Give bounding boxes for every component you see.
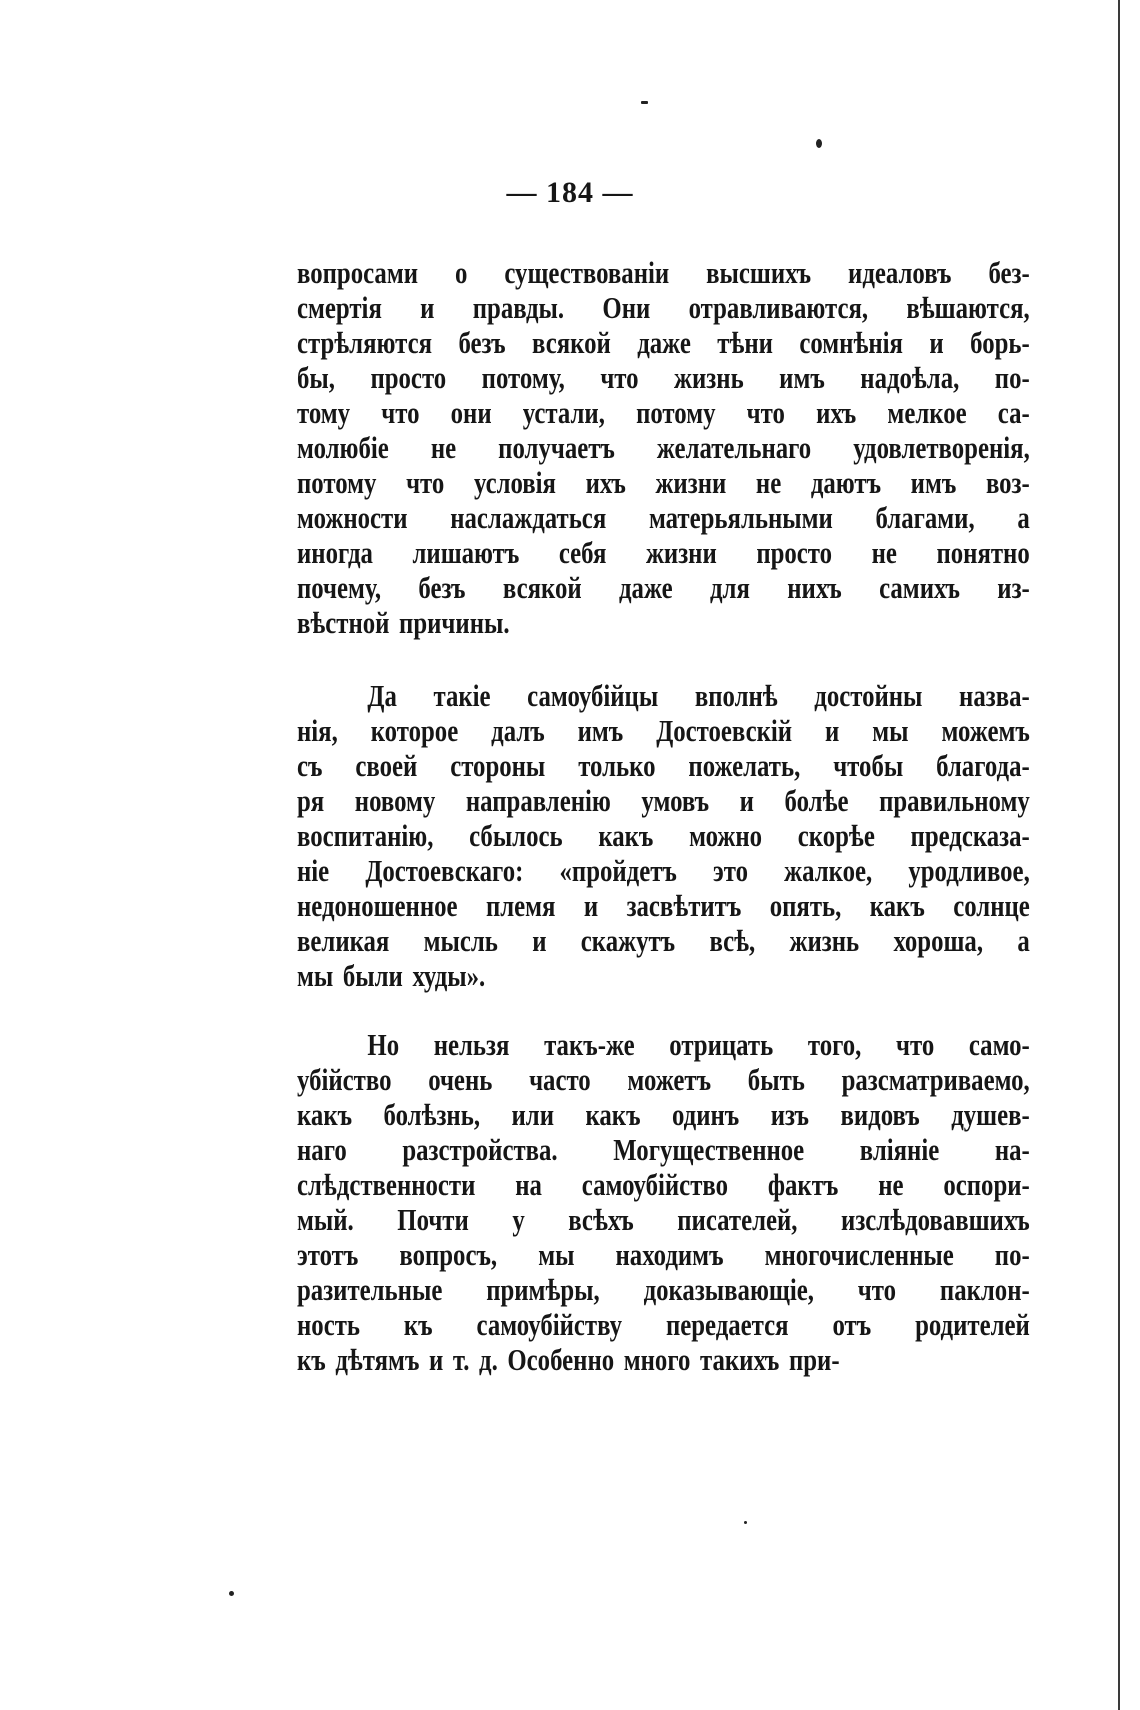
word: Особенно (507, 1342, 615, 1377)
scan-speck (744, 1521, 747, 1524)
word: всѣ, (709, 923, 756, 958)
word: даже (637, 325, 691, 360)
word: Да (367, 678, 397, 713)
word: жизни (655, 465, 727, 500)
word: самоубійству (476, 1307, 623, 1342)
word: при- (788, 1342, 840, 1377)
word: съ (297, 748, 323, 783)
word: даже (619, 570, 673, 605)
word: себя (558, 535, 607, 570)
word: наго (297, 1132, 347, 1167)
word: мы (538, 1237, 575, 1272)
word: тому (297, 395, 351, 430)
text-line (297, 678, 1030, 713)
word: Но (367, 1027, 400, 1062)
word: быть (747, 1062, 805, 1097)
word: о (454, 255, 468, 290)
word: и (420, 290, 435, 325)
word: иногда (297, 535, 373, 570)
word: паклон- (939, 1272, 1030, 1307)
word: потому (297, 465, 377, 500)
word: ихъ (585, 465, 626, 500)
word: не (430, 430, 457, 465)
word: понятно (936, 535, 1030, 570)
word: и (429, 1342, 444, 1377)
word: мы (872, 713, 909, 748)
word: убійство (297, 1062, 392, 1097)
word: можетъ (627, 1062, 712, 1097)
word: высшихъ (706, 255, 812, 290)
word: примѣры, (486, 1272, 600, 1307)
text-line (297, 888, 1030, 923)
word: можемъ (941, 713, 1030, 748)
paragraph-2 (297, 678, 1030, 993)
word: они (450, 395, 492, 430)
word: имъ (779, 360, 825, 395)
word: нія, (297, 713, 338, 748)
word: мый. (297, 1202, 354, 1237)
word: благами, (875, 500, 975, 535)
text-line (297, 255, 1030, 290)
word: всякой (532, 325, 611, 360)
word: тѣни (717, 325, 773, 360)
word: что (600, 360, 639, 395)
word: всѣхъ (568, 1202, 634, 1237)
word: великая (297, 923, 390, 958)
word: достойны (814, 678, 923, 713)
word: мысль (423, 923, 498, 958)
word: и (929, 325, 944, 360)
word: болѣе (784, 783, 849, 818)
word: надоѣла, (860, 360, 960, 395)
word: желательнаго (656, 430, 812, 465)
text-line (297, 605, 1030, 640)
word: такъ-же (544, 1027, 635, 1062)
word: ніе (297, 853, 330, 888)
scan-speck (816, 139, 822, 148)
word: жизни (645, 535, 717, 570)
word: имъ (910, 465, 957, 500)
word: даютъ (810, 465, 882, 500)
word: много (623, 1342, 691, 1377)
word: какъ (585, 1097, 641, 1132)
word: для (709, 570, 750, 605)
word: какъ (869, 888, 925, 923)
word: Достоевскаго: (365, 853, 524, 888)
word: какъ (598, 818, 654, 853)
word: солнце (953, 888, 1030, 923)
word: са- (997, 395, 1030, 430)
word: можно (689, 818, 763, 853)
text-line (297, 818, 1030, 853)
word: просто (370, 360, 447, 395)
text-line (297, 535, 1030, 570)
word: разительные (297, 1272, 443, 1307)
text-line (297, 783, 1030, 818)
word: условія (473, 465, 556, 500)
word: не (878, 1167, 904, 1202)
word: ность (297, 1307, 360, 1342)
word: одинъ (671, 1097, 740, 1132)
word: чтобы (833, 748, 904, 783)
text-line (297, 1097, 1030, 1132)
word: душев- (951, 1097, 1030, 1132)
word: болѣзнь, (383, 1097, 481, 1132)
text-line (297, 1307, 1030, 1342)
word: Достоевскій (656, 713, 793, 748)
word: а (1017, 500, 1030, 535)
text-line (297, 1202, 1030, 1237)
word: устали, (522, 395, 605, 430)
word: назва- (959, 678, 1030, 713)
word: оспори- (943, 1167, 1030, 1202)
text-line (297, 958, 1030, 993)
word: стороны (450, 748, 546, 783)
word: ря (297, 783, 325, 818)
word: что (746, 395, 785, 430)
page-edge-line (1118, 0, 1120, 1710)
word: благода- (936, 748, 1030, 783)
word: Они (602, 290, 651, 325)
word: разстройства. (402, 1132, 558, 1167)
text-line (297, 290, 1030, 325)
word: нельзя (433, 1027, 510, 1062)
text-line (297, 923, 1030, 958)
word: видовъ (840, 1097, 920, 1132)
word: отрицать (669, 1027, 774, 1062)
word: такихъ (699, 1342, 780, 1377)
word: вѣстной (297, 605, 390, 640)
word: новому (354, 783, 436, 818)
word: «пройдетъ (559, 853, 677, 888)
word: что (406, 465, 445, 500)
word: недоношенное (297, 888, 458, 923)
text-line (297, 1027, 1030, 1062)
word: пожелать, (688, 748, 801, 783)
text-line (297, 1132, 1030, 1167)
word: всякой (502, 570, 582, 605)
word: самоубійство (581, 1167, 728, 1202)
word: очень (428, 1062, 493, 1097)
word: вліяніе (859, 1132, 940, 1167)
word: стрѣляются (297, 325, 433, 360)
word: наслаждаться (450, 500, 607, 535)
word: воз- (985, 465, 1030, 500)
word: вопросъ, (399, 1237, 498, 1272)
word: можности (297, 500, 408, 535)
word: вопросами (297, 255, 418, 290)
word: далъ (491, 713, 545, 748)
text-line (297, 748, 1030, 783)
word: фактъ (767, 1167, 839, 1202)
word: многочисленные (764, 1237, 954, 1272)
word: по- (994, 1237, 1030, 1272)
word: часто (529, 1062, 591, 1097)
word: племя (485, 888, 556, 923)
word: самоубійцы (527, 678, 659, 713)
word: только (578, 748, 656, 783)
word: что (895, 1027, 935, 1062)
scan-speck (229, 1591, 234, 1596)
word: и (532, 923, 547, 958)
word: у (512, 1202, 525, 1237)
word: скажутъ (580, 923, 676, 958)
word: родителей (915, 1307, 1030, 1342)
word: смертія (297, 290, 382, 325)
text-line (297, 395, 1030, 430)
word: что (381, 395, 420, 430)
word: без- (988, 255, 1030, 290)
word: не (755, 465, 782, 500)
word: правды. (472, 290, 565, 325)
word: имъ (577, 713, 624, 748)
word: худы». (412, 958, 486, 993)
page-number: — 184 — (506, 176, 634, 209)
word: къ (403, 1307, 433, 1342)
word: самихъ (879, 570, 960, 605)
word: своей (355, 748, 418, 783)
word: или (511, 1097, 554, 1132)
text-line (297, 430, 1030, 465)
word: слѣдственности (297, 1167, 476, 1202)
word: по- (994, 360, 1030, 395)
word: къ (297, 1342, 326, 1377)
word: само- (968, 1027, 1030, 1062)
word: существованіи (504, 255, 670, 290)
word: матерьяльными (648, 500, 833, 535)
text-line (297, 500, 1030, 535)
word: отъ (832, 1307, 872, 1342)
word: нихъ (787, 570, 842, 605)
word: воспитанію, (297, 818, 434, 853)
word: т. (452, 1342, 470, 1377)
text-line (297, 360, 1030, 395)
word: жизнь (674, 360, 744, 395)
word: опять, (769, 888, 842, 923)
text-line (297, 1062, 1030, 1097)
paragraph-3 (297, 1027, 1030, 1377)
text-line (297, 1272, 1030, 1307)
text-line (297, 1167, 1030, 1202)
word: безъ (418, 570, 466, 605)
word: вполнѣ (694, 678, 778, 713)
text-line (297, 570, 1030, 605)
word: отравливаются, (688, 290, 869, 325)
word: передается (665, 1307, 789, 1342)
word: были (342, 958, 403, 993)
word: и (825, 713, 840, 748)
word: какъ (297, 1097, 353, 1132)
word: которое (370, 713, 459, 748)
word: изъ (770, 1097, 810, 1132)
word: идеаловъ (848, 255, 952, 290)
word: правильному (879, 783, 1030, 818)
word: на (515, 1167, 542, 1202)
word: уродливое, (908, 853, 1030, 888)
word: потому (636, 395, 716, 430)
text-line (297, 465, 1030, 500)
text-line (297, 325, 1030, 360)
text-line (297, 1237, 1030, 1272)
word: не (871, 535, 897, 570)
word: из- (997, 570, 1030, 605)
word: писателей, (677, 1202, 798, 1237)
word: этотъ (297, 1237, 359, 1272)
word: получаетъ (498, 430, 615, 465)
word: причины. (399, 605, 510, 640)
word: ихъ (816, 395, 857, 430)
word: находимъ (615, 1237, 724, 1272)
word: молюбіе (297, 430, 389, 465)
text-line (297, 713, 1030, 748)
word: борь- (970, 325, 1030, 360)
word: умовъ (641, 783, 710, 818)
text-line (297, 1342, 1030, 1377)
word: сомнѣнія (799, 325, 903, 360)
word: что (857, 1272, 897, 1307)
word: предсказа- (910, 818, 1030, 853)
word: удовлетворенія, (853, 430, 1030, 465)
word: изслѣдовавшихъ (841, 1202, 1030, 1237)
text-line (297, 853, 1030, 888)
word: разсматриваемо, (841, 1062, 1030, 1097)
word: просто (756, 535, 833, 570)
word: жизнь (789, 923, 860, 958)
word: того, (807, 1027, 862, 1062)
word: такіе (433, 678, 491, 713)
word: д. (479, 1342, 498, 1377)
word: сбылось (469, 818, 563, 853)
word: лишаютъ (412, 535, 520, 570)
paragraph-1 (297, 255, 1030, 640)
scan-speck (641, 101, 648, 104)
word: жалкое, (784, 853, 873, 888)
word: вѣшаются, (906, 290, 1030, 325)
word: потому, (481, 360, 565, 395)
word: дѣтямъ (335, 1342, 420, 1377)
word: на- (994, 1132, 1030, 1167)
word: доказывающіе, (643, 1272, 814, 1307)
word: мелкое (887, 395, 967, 430)
word: безъ (458, 325, 506, 360)
word: и (583, 888, 599, 923)
word: засвѣтитъ (626, 888, 742, 923)
word: Почти (397, 1202, 469, 1237)
word: бы, (297, 360, 335, 395)
word: Могущественное (613, 1132, 805, 1167)
word: хороша, (893, 923, 984, 958)
word: скорѣе (797, 818, 875, 853)
word: направленію (465, 783, 611, 818)
word: мы (297, 958, 334, 993)
word: а (1017, 923, 1030, 958)
word: почему, (297, 570, 382, 605)
word: и (739, 783, 754, 818)
word: это (713, 853, 748, 888)
